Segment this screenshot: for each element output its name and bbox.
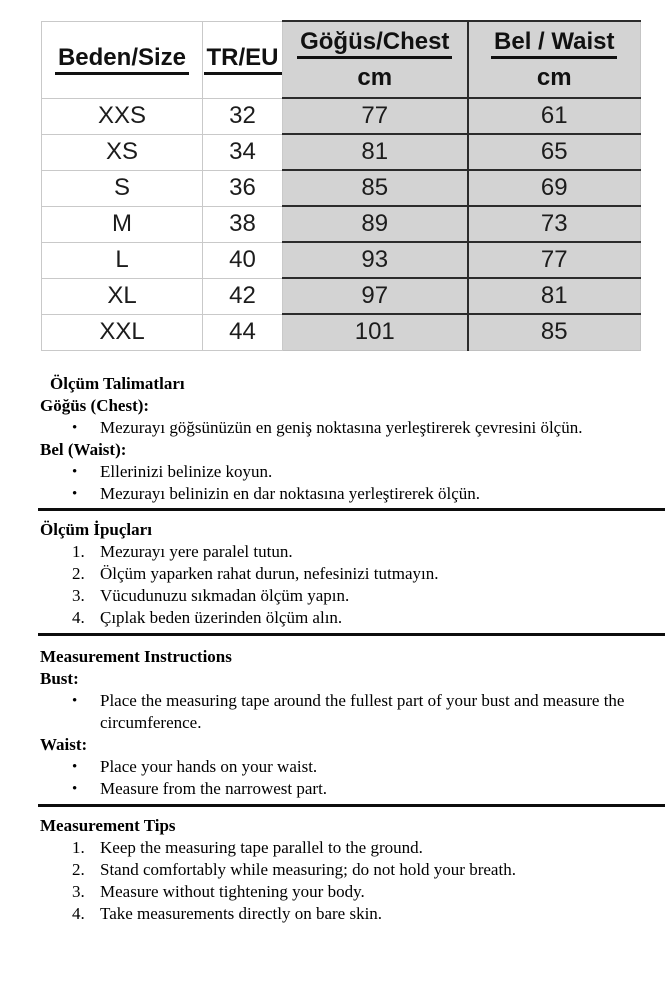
chest-cell: 85 — [283, 170, 468, 206]
list-item-text: Keep the measuring tape parallel to the ground. — [100, 837, 423, 857]
tr-eu-cell: 42 — [203, 278, 283, 314]
chest-cell: 89 — [283, 206, 468, 242]
tr-measurement-instructions-section — [40, 373, 661, 505]
tr-eu-cell: 34 — [203, 134, 283, 170]
table-row — [42, 242, 641, 278]
waist-cell: 61 — [468, 98, 641, 134]
list-item — [40, 541, 661, 563]
list-item — [40, 837, 661, 859]
list-number: 1. — [72, 541, 85, 561]
table-row — [42, 278, 641, 314]
list-item — [40, 563, 661, 585]
list-item — [40, 859, 661, 881]
tr-eu-cell: 40 — [203, 242, 283, 278]
tr-tips-section — [40, 519, 661, 629]
tr-waist-label: Bel (Waist): — [40, 439, 127, 459]
header-chest-label: Göğüs/Chest — [297, 29, 452, 59]
header-waist — [468, 21, 641, 98]
chest-cell: 97 — [283, 278, 468, 314]
size-cell: S — [42, 170, 203, 206]
en-waist-label: Waist: — [40, 734, 88, 754]
list-item-text: Mezurayı belinizin en dar noktasına yerleştirerek ölçün. — [100, 483, 480, 503]
list-item-text: Vücudunuzu sıkmadan ölçüm yapın. — [100, 585, 350, 605]
table-row — [42, 206, 641, 242]
chest-cell: 93 — [283, 242, 468, 278]
list-item-text: Ölçüm yaparken rahat durun, nefesinizi tutmayın. — [100, 563, 439, 583]
bullet-icon: • — [72, 463, 78, 480]
header-tr-eu-label: TR/EU — [204, 45, 282, 75]
list-item — [40, 881, 661, 903]
list-number: 3. — [72, 585, 85, 605]
en-bust-label: Bust: — [40, 668, 79, 688]
size-cell: XXS — [42, 98, 203, 134]
header-waist-unit: cm — [536, 64, 572, 92]
en-tips-section — [40, 815, 661, 925]
header-chest — [283, 21, 468, 98]
bullet-icon: • — [72, 780, 78, 797]
table-row — [42, 314, 641, 350]
list-item — [40, 461, 661, 483]
tr-eu-cell: 44 — [203, 314, 283, 350]
table-row — [42, 134, 641, 170]
header-chest-unit: cm — [357, 64, 393, 92]
list-item — [40, 756, 661, 778]
size-cell: M — [42, 206, 203, 242]
tr-tips-heading: Ölçüm İpuçları — [40, 519, 152, 539]
list-item — [40, 607, 661, 629]
table-row — [42, 170, 641, 206]
list-number: 1. — [72, 837, 85, 857]
header-beden-size — [42, 21, 203, 98]
list-item-text: Take measurements directly on bare skin. — [100, 903, 383, 923]
table-row — [42, 98, 641, 134]
tr-eu-cell: 32 — [203, 98, 283, 134]
tr-eu-cell: 38 — [203, 206, 283, 242]
list-item-text: Mezurayı göğsünüzün en geniş noktasına yerleştirerek çevresini ölçün. — [100, 417, 583, 437]
list-item — [40, 903, 661, 925]
list-number: 2. — [72, 563, 85, 583]
tr-chest-label: Göğüs (Chest): — [40, 395, 150, 415]
section-divider — [38, 804, 665, 807]
header-beden-size-label: Beden/Size — [55, 45, 189, 75]
waist-cell: 65 — [468, 134, 641, 170]
list-number: 2. — [72, 859, 85, 879]
bullet-icon: • — [72, 419, 78, 436]
list-number: 4. — [72, 903, 85, 923]
header-waist-label: Bel / Waist — [491, 29, 617, 59]
en-instructions-heading: Measurement Instructions — [40, 646, 232, 666]
section-divider — [38, 633, 665, 636]
chest-cell: 77 — [283, 98, 468, 134]
waist-cell: 73 — [468, 206, 641, 242]
bullet-icon: • — [72, 692, 78, 709]
en-measurement-instructions-section — [40, 646, 661, 800]
list-item — [40, 690, 661, 734]
list-item-text: Ellerinizi belinize koyun. — [100, 461, 273, 481]
size-cell: XS — [42, 134, 203, 170]
chest-cell: 101 — [283, 314, 468, 350]
list-item-text: Çıplak beden üzerinden ölçüm alın. — [100, 607, 343, 627]
size-cell: XXL — [42, 314, 203, 350]
list-number: 3. — [72, 881, 85, 901]
waist-cell: 81 — [468, 278, 641, 314]
size-cell: XL — [42, 278, 203, 314]
size-cell: L — [42, 242, 203, 278]
waist-cell: 85 — [468, 314, 641, 350]
list-item-text: Mezurayı yere paralel tutun. — [100, 541, 293, 561]
list-item-text: Place your hands on your waist. — [100, 756, 318, 776]
en-tips-heading: Measurement Tips — [40, 815, 176, 835]
bullet-icon: • — [72, 758, 78, 775]
chest-cell: 81 — [283, 134, 468, 170]
list-item — [40, 417, 661, 439]
bullet-icon: • — [72, 485, 78, 502]
table-header-row — [42, 21, 641, 98]
list-item-text: Place the measuring tape around the fullest part of your bust and measure the circumference. — [100, 690, 625, 732]
header-tr-eu — [203, 21, 283, 98]
waist-cell: 69 — [468, 170, 641, 206]
list-item — [40, 778, 661, 800]
list-item-text: Stand comfortably while measuring; do not hold your breath. — [100, 859, 516, 879]
tr-eu-cell: 36 — [203, 170, 283, 206]
list-item — [40, 585, 661, 607]
tr-instructions-heading: Ölçüm Talimatları — [50, 373, 185, 393]
list-number: 4. — [72, 607, 85, 627]
size-chart-table — [41, 20, 641, 351]
list-item-text: Measure without tightening your body. — [100, 881, 365, 901]
section-divider — [38, 508, 665, 511]
waist-cell: 77 — [468, 242, 641, 278]
list-item-text: Measure from the narrowest part. — [100, 778, 328, 798]
list-item — [40, 483, 661, 505]
